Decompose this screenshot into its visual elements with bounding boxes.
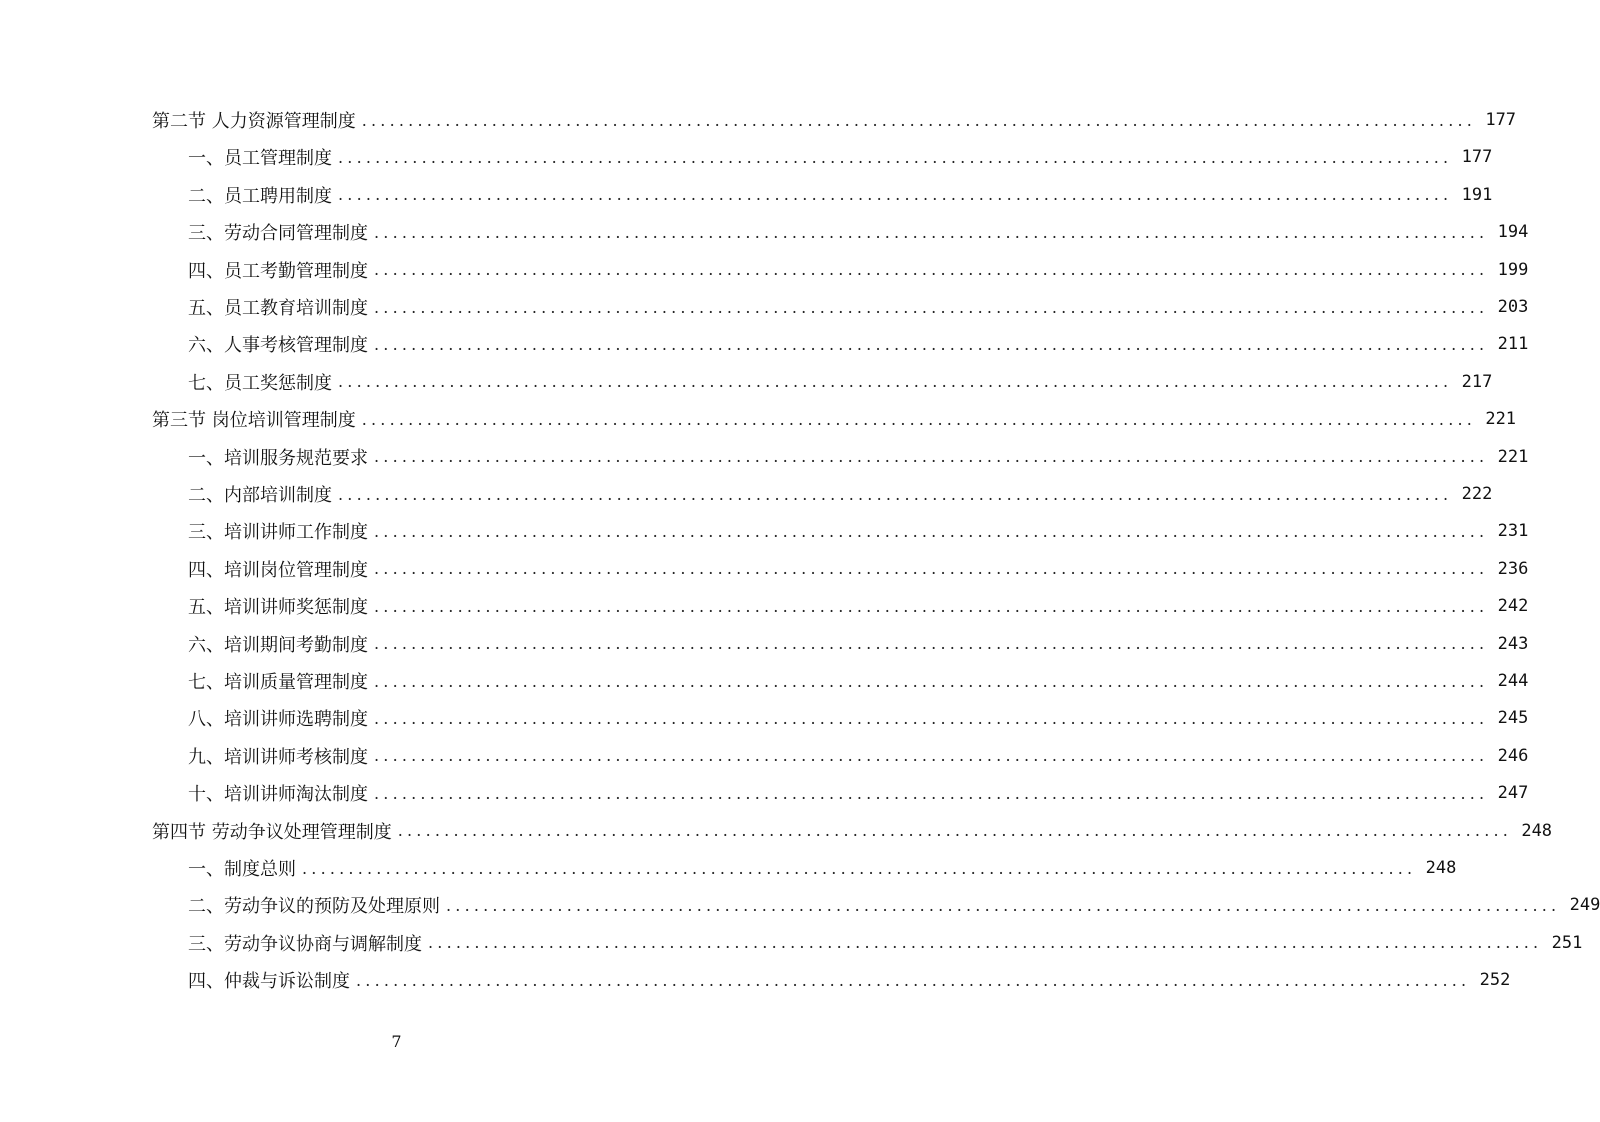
- toc-entry-label: 五、培训讲师奖惩制度: [188, 597, 368, 619]
- dot-leader: ........................................................................................................................: [374, 222, 1489, 242]
- dot-leader: ........................................................................................................................: [361, 110, 1477, 130]
- dot-leader: ........................................................................................................................: [374, 671, 1489, 691]
- toc-entry-label: 十、培训讲师淘汰制度: [188, 784, 368, 806]
- toc-entry-page: 221: [1485, 409, 1517, 430]
- dot-leader: ........................................................................................................................: [374, 783, 1489, 803]
- toc-entry-page: 211: [1497, 334, 1529, 355]
- toc-entry-page: 245: [1497, 708, 1529, 729]
- toc-entry-label: 六、人事考核管理制度: [188, 335, 368, 357]
- toc-entry-page: 247: [1497, 783, 1529, 804]
- toc-entry-label: 一、员工管理制度: [188, 148, 332, 170]
- toc-item-row[interactable]: [188, 703, 1529, 733]
- toc-item-row[interactable]: [188, 741, 1529, 771]
- toc-entry-label: 七、培训质量管理制度: [188, 672, 368, 693]
- toc-entry-label: 六、培训期间考勤制度: [188, 634, 368, 656]
- toc-entry-page: 251: [1551, 932, 1583, 953]
- toc-item-row[interactable]: [188, 853, 1457, 883]
- toc-item-row[interactable]: [188, 180, 1493, 210]
- toc-item-row[interactable]: [188, 778, 1529, 808]
- toc-entry-label: 第三节 岗位培训管理制度: [152, 410, 356, 432]
- dot-leader: ........................................................................................................................: [374, 297, 1489, 317]
- toc-entry-page: 221: [1497, 446, 1529, 467]
- dot-leader: ........................................................................................................................: [356, 970, 1471, 990]
- toc-entry-page: 231: [1497, 521, 1529, 542]
- toc-item-row[interactable]: [188, 928, 1583, 958]
- toc-entry-label: 二、员工聘用制度: [188, 185, 332, 207]
- toc-item-row[interactable]: [188, 329, 1529, 359]
- toc-entry-label: 七、员工奖惩制度: [188, 372, 332, 394]
- dot-leader: ........................................................................................................................: [374, 260, 1489, 280]
- toc-entry-page: 248: [1521, 820, 1553, 841]
- toc-entry-label: 四、培训岗位管理制度: [188, 559, 368, 581]
- toc-item-row[interactable]: [188, 591, 1529, 621]
- toc-item-row[interactable]: [188, 142, 1493, 172]
- toc-item-row[interactable]: [188, 554, 1529, 584]
- toc-item-row[interactable]: [188, 255, 1529, 285]
- toc-entry-label: 二、内部培训制度: [188, 485, 332, 506]
- toc-item-row[interactable]: [188, 479, 1493, 509]
- toc-item-row[interactable]: [188, 516, 1529, 546]
- toc-entry-page: 177: [1485, 110, 1517, 130]
- toc-section-row[interactable]: [152, 816, 1553, 846]
- toc-entry-label: 第二节 人力资源管理制度: [152, 111, 356, 132]
- toc-section-row[interactable]: [152, 105, 1517, 135]
- toc-entry-label: 九、培训讲师考核制度: [188, 746, 368, 768]
- toc-entry-page: 194: [1497, 222, 1529, 243]
- toc-entry-label: 四、员工考勤管理制度: [188, 260, 368, 282]
- toc-entry-page: 236: [1497, 558, 1529, 579]
- toc-entry-page: 242: [1497, 596, 1529, 617]
- dot-leader: ........................................................................................................................: [338, 372, 1453, 392]
- toc-entry-label: 二、劳动争议的预防及处理原则: [188, 896, 440, 918]
- dot-leader: ........................................................................................................................: [374, 447, 1489, 467]
- dot-leader: ........................................................................................................................: [428, 933, 1543, 953]
- toc-entry-page: 249: [1569, 895, 1600, 916]
- toc-entry-label: 五、员工教育培训制度: [188, 298, 368, 319]
- toc-item-row[interactable]: [188, 442, 1529, 472]
- dot-leader: ........................................................................................................................: [302, 858, 1417, 878]
- dot-leader: ........................................................................................................................: [374, 708, 1489, 728]
- toc-entry-label: 三、培训讲师工作制度: [188, 522, 368, 544]
- page-number: 7: [391, 1032, 402, 1051]
- toc-entry-label: 一、培训服务规范要求: [188, 447, 368, 469]
- toc-entry-page: 203: [1497, 297, 1529, 317]
- toc-item-row[interactable]: [188, 666, 1529, 696]
- dot-leader: ........................................................................................................................: [446, 895, 1561, 915]
- dot-leader: ........................................................................................................................: [374, 596, 1489, 616]
- toc-entry-page: 199: [1497, 259, 1529, 280]
- toc-entry-label: 四、仲裁与诉讼制度: [188, 971, 350, 993]
- toc-item-row[interactable]: [188, 890, 1600, 920]
- toc-entry-page: 222: [1461, 484, 1493, 504]
- toc-entry-page: 243: [1497, 633, 1529, 654]
- toc-entry-page: 191: [1461, 184, 1493, 205]
- dot-leader: ........................................................................................................................: [374, 521, 1489, 541]
- dot-leader: ........................................................................................................................: [338, 185, 1453, 205]
- toc-entry-page: 217: [1461, 371, 1493, 392]
- dot-leader: ........................................................................................................................: [397, 821, 1513, 841]
- toc-entry-label: 三、劳动争议协商与调解制度: [188, 933, 422, 955]
- dot-leader: ........................................................................................................................: [338, 147, 1453, 167]
- dot-leader: ........................................................................................................................: [361, 409, 1477, 429]
- dot-leader: ........................................................................................................................: [338, 484, 1453, 504]
- toc-entry-label: 第四节 劳动争议处理管理制度: [152, 821, 392, 843]
- toc-entry-label: 三、劳动合同管理制度: [188, 223, 368, 245]
- toc-item-row[interactable]: [188, 965, 1511, 995]
- toc-entry-page: 248: [1425, 858, 1457, 878]
- toc-item-row[interactable]: [188, 367, 1493, 397]
- dot-leader: ........................................................................................................................: [374, 559, 1489, 579]
- toc-item-row[interactable]: [188, 629, 1529, 659]
- toc-entry-page: 252: [1479, 970, 1511, 991]
- dot-leader: ........................................................................................................................: [374, 634, 1489, 654]
- toc-item-row[interactable]: [188, 292, 1529, 322]
- toc-entry-page: 246: [1497, 745, 1529, 766]
- dot-leader: ........................................................................................................................: [374, 746, 1489, 766]
- toc-section-row[interactable]: [152, 404, 1517, 434]
- dot-leader: ........................................................................................................................: [374, 334, 1489, 354]
- toc-entry-label: 一、制度总则: [188, 859, 296, 880]
- toc-item-row[interactable]: [188, 217, 1529, 247]
- toc-entry-page: 177: [1461, 147, 1493, 168]
- toc-entry-label: 八、培训讲师选聘制度: [188, 709, 368, 731]
- toc-entry-page: 244: [1497, 671, 1529, 691]
